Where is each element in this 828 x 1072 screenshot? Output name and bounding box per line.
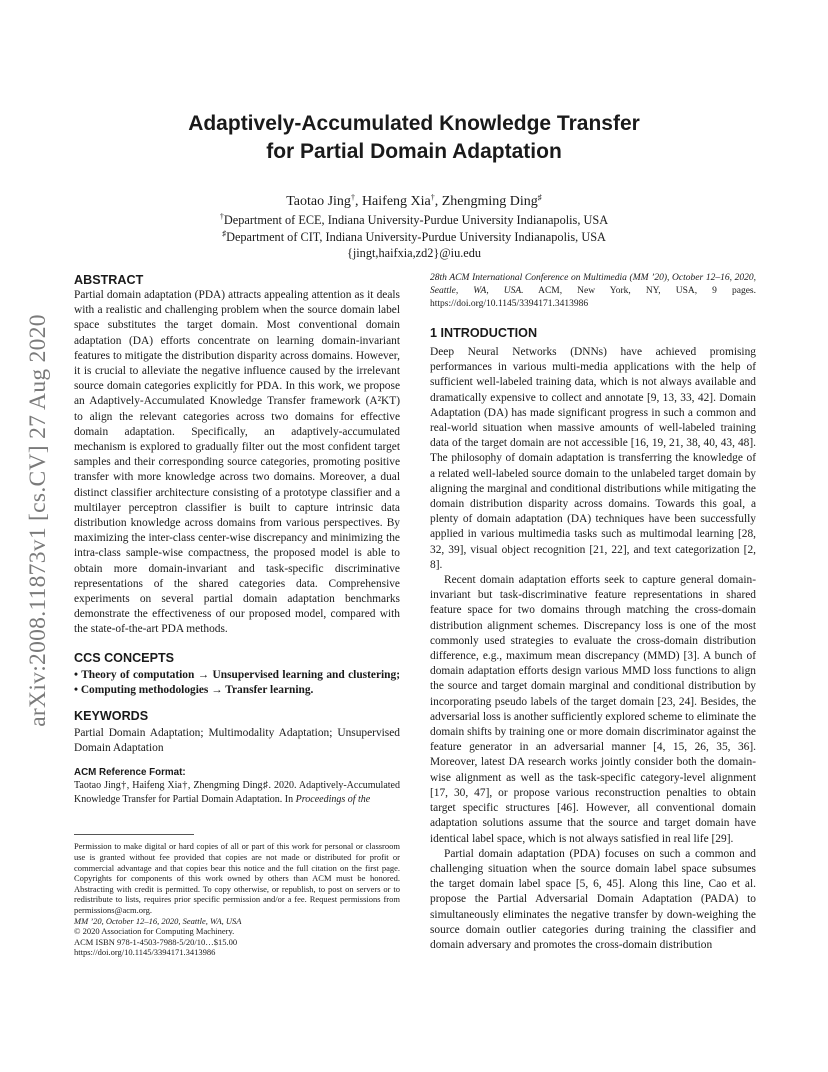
keywords-text: Partial Domain Adaptation; Multimodality Adaptation; Unsupervised Domain Adaptation — [74, 727, 400, 755]
author-3: Zhengming Ding — [441, 194, 538, 209]
permission-venue: MM ’20, October 12–16, 2020, Seattle, WA, USA — [74, 915, 242, 926]
permission-text: Permission to make digital or hard copies of all or part of this work for personal or classroom use is granted without fee provided that copies are not made or distributed for profit or commercial advantage and that copies bear this notice and the full citation on the first page. Copyrights for components of this work owned by others than ACM must be honored. Abstracting with credit is permitted. To copy otherwise, or republish, to post on servers or to redistribute to lists, requires prior specific permission and/or a fee. Request permissions from permissions@acm.org. — [74, 841, 400, 916]
arxiv-stamp-text: arXiv:2008.11873v1 [cs.CV] 27 Aug 2020 — [24, 313, 51, 727]
left-column — [74, 272, 400, 958]
permission-isbn: ACM ISBN 978-1-4503-7988-5/20/10…$15.00 — [74, 936, 238, 947]
intro-paragraph-2: Recent domain adaptation efforts seek to capture general domain-invariant but task-discriminative feature representations in shared feature space for two domains through matching the cross-domain distribution alignment schemes. Discrepancy loss is one of the most commonly used strategies to evaluate the cross-domain distribution difference, e.g., maximum mean discrepancy (MMD) [3]. A bunch of domain adaptation efforts design various MMD loss functions to align the source and target domain marginal and conditional distribution by incorporating pseudo labels of the target domain [23, 24]. Besides, the adversarial loss is another sufficiently explored scheme to eliminate the domain shifts by training one or more domain discriminator against the feature generator in an adversarial manner [4, 15, 26, 35, 36]. Moreover, latest DA research works jointly consider both the domain-wise alignment as well as the task-specific category-level alignment [17, 30, 47], or propose various reconstruction penalties to obtain target specific structures [46]. However, all conventional domain adaptation solutions assume that the source and target domain have identical label space, which is not always satisfied in real life [29]. — [430, 574, 756, 845]
author-3-mark: ♯ — [537, 193, 542, 202]
title-line-2: for Partial Domain Adaptation — [266, 140, 562, 163]
affiliations: †Department of ECE, Indiana University-Purdue University Indianapolis, USA ♯Department of CIT, Indiana University-Purdue University Indianapolis, USA {jingt,haifxia,zd2}@iu.edu — [74, 212, 754, 262]
footnote-rule — [74, 834, 194, 835]
author-1: Taotao Jing — [286, 194, 351, 209]
intro-paragraph-1: Deep Neural Networks (DNNs) have achieved promising performances in various multi-media applications with the help of sufficient well-labeled training data, which is not always available and dramatically expensive to collect and annotate [9, 13, 33, 42]. Domain Adaptation (DA) has made significant progress in such a common and real-world situation when massive amounts of well-labeled training data of the target domain are not accessible [16, 19, 21, 38, 40, 43, 48]. The philosophy of domain adaptation is transferring the knowledge of a related well-labeled source domain to the unlabeled target domain by aligning the marginal and conditional distributions while mitigating the domain distribution disparity across domains. Towards this goal, a plenty of domain adaptation (DA) techniques have been successfully applied in various multimedia tasks such as multimodal learning [28, 32, 39], visual object recognition [21, 22], and text categorization [2, 8]. — [430, 346, 756, 571]
acm-reference-continued: 28th ACM International Conference on Multimedia (MM ’20), October 12–16, 2020, Seattle, WA, USA. ACM, New York, NY, USA, 9 pages. https://doi.org/10.1145/3394171.3413986 — [430, 273, 756, 309]
title-line-1: Adaptively-Accumulated Knowledge Transfer — [188, 112, 640, 135]
ccs-heading: CCS CONCEPTS — [74, 650, 175, 665]
author-1-mark: † — [350, 193, 355, 202]
intro-paragraph-3: Partial domain adaptation (PDA) focuses on such a common and challenging situation when the source domain label space subsumes the target domain label space [5, 6, 45]. Along this line, Cao et al. propose the Partial Adversarial Domain Adaptation (PADA) to simultaneously eliminates the negative transfer by down-weighing the source domain outlier categories during training the classifier and domain adversary and promotes the cross-domain distribution — [430, 847, 756, 951]
acm-reference-heading: ACM Reference Format: — [74, 767, 186, 779]
affiliation-2: Department of CIT, Indiana University-Purdue University Indianapolis, USA — [226, 229, 606, 244]
abstract-text: Partial domain adaptation (PDA) attracts appealing attention as it deals with a realistic and challenging problem when the source domain label space substitutes the target domain. Most conventional domain adaptation (DA) efforts concentrate on learning domain-invariant features to mitigate the distribution disparity across domains. However, it is crucial to alleviate the negative influence caused by the irrelevant source domain categories explicitly for PDA. In this work, we propose an Adaptively-Accumulated Knowledge Transfer framework (A²KT) to align the relevant categories across two domains for effective domain adaptation. Specifically, an adaptively-accumulated mechanism is explored to gradually filter out the most confident target samples and their corresponding source categories, promoting positive transfer with more knowledge across two domains. Moreover, a dual distinct classifier architecture consisting of a prototype classifier and a multilayer perceptron classifier is built to capture intrinsic data distribution knowledge across domains from various perspectives. By maximizing the inter-class center-wise discrepancy and minimizing the intra-class sample-wise compactness, the proposed model is able to obtain more domain-invariant and task-specific discriminative representations of the shared categories data. Comprehensive experiments on several partial domain adaptation benchmarks demonstrate the effectiveness of our proposed model, compared with the state-of-the-art PDA methods. — [74, 289, 400, 636]
keywords-heading: KEYWORDS — [74, 709, 149, 724]
author-email: {jingt,haifxia,zd2}@iu.edu — [346, 246, 482, 260]
abstract-heading: ABSTRACT — [74, 273, 144, 287]
acm-reference-text: Taotao Jing†, Haifeng Xia†, Zhengming Ding♯. 2020. Adaptively-Accumulated Knowledge Transfer for Partial Domain Adaptation. In Proceedings of the — [74, 780, 400, 805]
ccs-text: • Theory of computation → Unsupervised learning and clustering; • Computing methodologies → Transfer learning. — [74, 668, 400, 696]
permission-block — [74, 841, 400, 958]
introduction-heading: 1 INTRODUCTION — [430, 326, 538, 340]
authors: Taotao Jing†, Haifeng Xia†, Zhengming Ding♯ — [286, 193, 542, 209]
author-2-mark: † — [430, 193, 435, 202]
permission-doi: https://doi.org/10.1145/3394171.3413986 — [74, 947, 216, 958]
arxiv-stamp — [16, 278, 60, 762]
author-2: Haifeng Xia — [361, 194, 431, 209]
paper-title — [74, 110, 754, 166]
affiliation-1: Department of ECE, Indiana University-Purdue University Indianapolis, USA — [223, 213, 609, 227]
permission-copyright: © 2020 Association for Computing Machinery. — [74, 926, 235, 937]
right-column — [430, 272, 756, 953]
